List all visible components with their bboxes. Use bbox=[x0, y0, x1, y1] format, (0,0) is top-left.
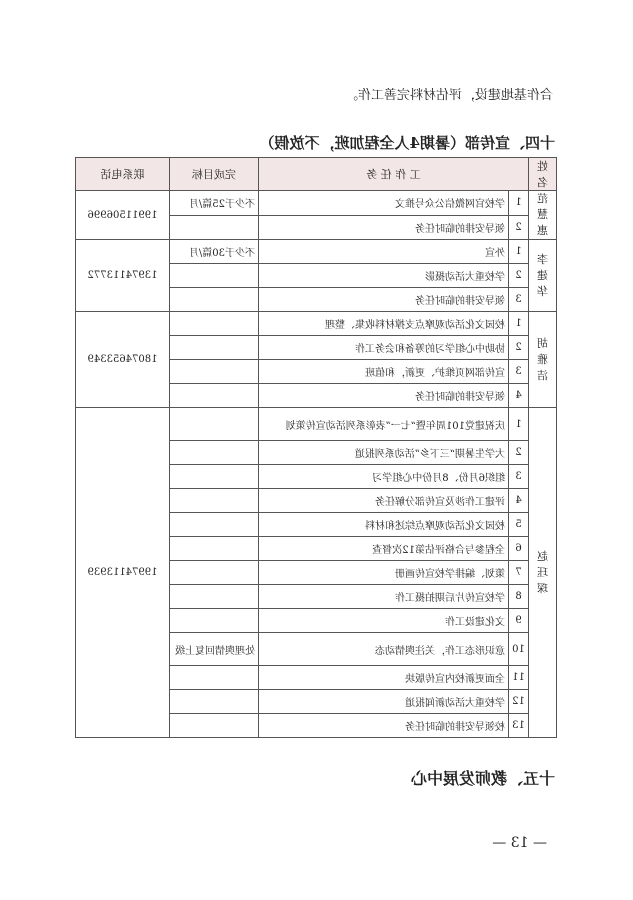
table-row bbox=[76, 240, 557, 264]
task-target bbox=[170, 384, 259, 408]
task-number: 1 bbox=[509, 312, 529, 336]
task-number: 11 bbox=[509, 666, 529, 690]
contact-phone: 19911506996 bbox=[76, 191, 170, 240]
task-target bbox=[170, 288, 259, 312]
contact-phone: 18074653349 bbox=[76, 312, 170, 408]
task-target bbox=[170, 561, 259, 585]
task-text: 领导安排的临时任务 bbox=[259, 215, 509, 240]
task-number: 2 bbox=[509, 336, 529, 360]
task-number: 1 bbox=[509, 408, 529, 441]
intro-text: 合作基地建设，评估材料完善工作。 bbox=[344, 88, 553, 103]
task-number: 7 bbox=[509, 561, 529, 585]
task-text: 外宣 bbox=[259, 240, 509, 264]
table-row bbox=[76, 191, 557, 216]
task-number: 1 bbox=[509, 191, 529, 216]
table-row bbox=[76, 408, 557, 441]
task-target bbox=[170, 537, 259, 561]
page-number: — 13 — bbox=[492, 835, 547, 851]
task-number: 3 bbox=[509, 360, 529, 384]
task-number: 4 bbox=[509, 489, 529, 513]
task-number: 13 bbox=[509, 714, 529, 738]
task-text: 庆祝建党101周年暨“七一”表彰系列活动宣传策划 bbox=[259, 408, 509, 441]
task-target bbox=[170, 312, 259, 336]
task-target bbox=[170, 408, 259, 441]
task-text: 校领导安排的临时任务 bbox=[259, 714, 509, 738]
task-text: 宣传部网页维护、更新，和值班 bbox=[259, 360, 509, 384]
task-text: 协助中心组学习的筹备和会务工作 bbox=[259, 336, 509, 360]
task-target bbox=[170, 714, 259, 738]
task-text: 学校重大活动摄影 bbox=[259, 264, 509, 288]
task-text: 文化建设工作 bbox=[259, 609, 509, 633]
task-target bbox=[170, 360, 259, 384]
task-number: 6 bbox=[509, 537, 529, 561]
person-name: 胡雅洁 bbox=[529, 312, 557, 408]
header-name: 姓名 bbox=[529, 158, 557, 191]
task-table bbox=[75, 157, 557, 738]
task-target: 不少于25篇/月 bbox=[170, 191, 259, 216]
task-text: 意识形态工作，关注舆情动态 bbox=[259, 633, 509, 666]
task-number: 9 bbox=[509, 609, 529, 633]
task-target bbox=[170, 441, 259, 465]
task-text: 组织6月份、8月份中心组学习 bbox=[259, 465, 509, 489]
task-number: 4 bbox=[509, 384, 529, 408]
task-target bbox=[170, 513, 259, 537]
task-number: 12 bbox=[509, 690, 529, 714]
task-text: 学校重大活动新闻报道 bbox=[259, 690, 509, 714]
person-name: 李建华 bbox=[529, 240, 557, 312]
task-target bbox=[170, 465, 259, 489]
task-target: 处理舆情回复上级 bbox=[170, 633, 259, 666]
task-text: 校园文化活动观摩点综述和材料 bbox=[259, 513, 509, 537]
task-number: 2 bbox=[509, 441, 529, 465]
task-target bbox=[170, 489, 259, 513]
table-row bbox=[76, 312, 557, 336]
table-header-row bbox=[76, 158, 557, 191]
header-tel: 联系电话 bbox=[76, 158, 170, 191]
task-number: 2 bbox=[509, 215, 529, 240]
task-number: 2 bbox=[509, 264, 529, 288]
task-text: 领导安排的临时任务 bbox=[259, 288, 509, 312]
task-target: 不少于30篇/月 bbox=[170, 240, 259, 264]
task-text: 评建工作涉及宣传部分解任务 bbox=[259, 489, 509, 513]
task-text: 全程参与合格评估第12次督查 bbox=[259, 537, 509, 561]
task-text: 校园文化活动观摩点支撑材料收集、整理 bbox=[259, 312, 509, 336]
task-target bbox=[170, 609, 259, 633]
task-text: 全面更新校内宣传版块 bbox=[259, 666, 509, 690]
task-target bbox=[170, 336, 259, 360]
task-target bbox=[170, 215, 259, 240]
task-text: 领导安排的临时任务 bbox=[259, 384, 509, 408]
task-text: 策划、编排学校宣传画册 bbox=[259, 561, 509, 585]
section-14-title: 十四、宣传部（暑期4人全程加班，不放假） bbox=[259, 134, 555, 152]
person-name: 范慧惠 bbox=[529, 191, 557, 240]
section-15-title: 十五、教师发展中心 bbox=[410, 769, 555, 788]
header-target: 完成目标 bbox=[170, 158, 259, 191]
task-number: 3 bbox=[509, 288, 529, 312]
task-number: 5 bbox=[509, 513, 529, 537]
task-text: 大学生暑期“三下乡”活动系列报道 bbox=[259, 441, 509, 465]
contact-phone: 13974113772 bbox=[76, 240, 170, 312]
task-number: 1 bbox=[509, 240, 529, 264]
contact-phone: 19974113939 bbox=[76, 408, 170, 738]
task-text: 学校宣传片后期拍摄工作 bbox=[259, 585, 509, 609]
task-text: 学校官网微信公众号推文 bbox=[259, 191, 509, 216]
task-number: 3 bbox=[509, 465, 529, 489]
header-task: 工 作 任 务 bbox=[259, 158, 529, 191]
task-target bbox=[170, 264, 259, 288]
person-name: 赵珏琛 bbox=[529, 408, 557, 738]
task-target bbox=[170, 690, 259, 714]
task-target bbox=[170, 666, 259, 690]
task-number: 8 bbox=[509, 585, 529, 609]
task-target bbox=[170, 585, 259, 609]
task-number: 10 bbox=[509, 633, 529, 666]
